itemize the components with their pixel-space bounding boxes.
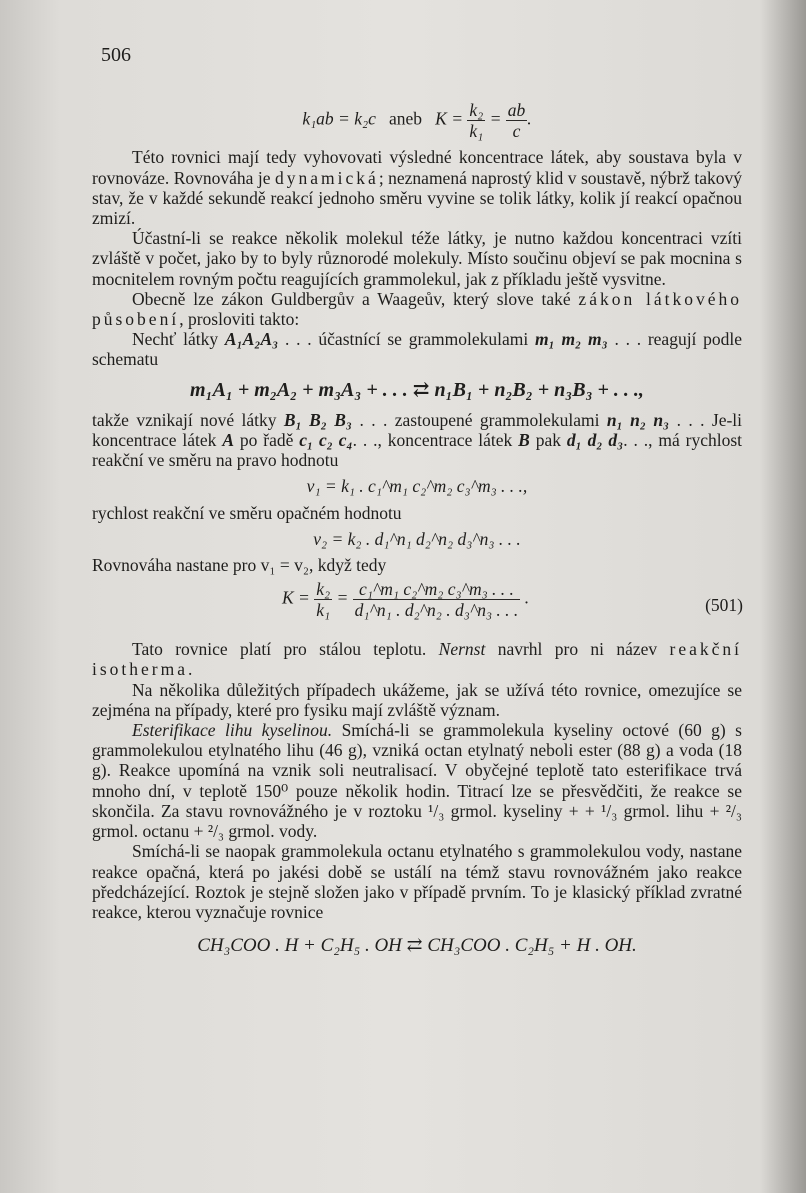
equation-equilibrium-constant: k₁ab = k₂c aneb K = $\frac{\text{k₂}}{\text{k₁}}$ = $\frac{ab}{c}$ . <box>302 100 532 142</box>
paragraph-mass-action-law: Obecně lze zákon Guldbergův a Waageův, který slove také zákon látkového působení, prosloviti takto: <box>92 288 743 330</box>
equation-reaction-schema: m₁A₁ + m₂A₂ + m₃A₃ + . . . ⇄ n₁B₁ + n₂B₂ + n₃B₃ + . . ., <box>190 378 644 401</box>
paragraph-reactants: Nechť látky A₁A₂A₃ . . . účastnící se grammolekulami m₁ m₂ m₃ . . . reagují podle schematu <box>92 329 743 370</box>
paragraph-isotherm: Tato rovnice platí pro stálou teplotu. Nernst navrhl pro ni název reakční isotherma. <box>92 639 743 680</box>
equation-number: (501) <box>705 595 743 616</box>
equation-reverse-rate: v₂ = k₂ . d₁^n₁ d₂^n₂ d₃^n₃ . . . <box>313 528 521 549</box>
equation-esterification: CH₃COO . H + C₂H₅ . OH ⇄ CH₃COO . C₂H₅ + H . OH. <box>197 935 637 957</box>
page-number: 506 <box>101 44 131 66</box>
equation-forward-rate: v₁ = k₁ . c₁^m₁ c₂^m₂ c₃^m₃ . . ., <box>306 476 528 497</box>
page-body <box>92 100 742 956</box>
paragraph-equilibrium-condition: Rovnováha nastane pro v₁ = v₂, když tedy <box>92 555 387 576</box>
paragraph-examples: Na několika důležitých případech ukážeme, jak se užívá této rovnice, omezujíce se zejména na případy, které pro fysiku mají zvláště význam. <box>92 679 742 720</box>
paragraph-equilibrium: Této rovnici mají tedy vyhovovati výsledné koncentrace látek, aby soustava byla v rovnováze. Rovnováha je dynamická; neznamená naprostý klid v soustavě, nýbrž takový stav, že v každé sekundě reakcí jednoho směru vyvine se tolik látky, kolik jí reakcí opačnou zmizí. <box>92 147 743 229</box>
equation-501: K = $\frac{\text{k₂}}{\text{k₁}}$ = $\frac{\text{c₁\textasciicircum{}m₁ c₂\textasciicircum{}m₂ c₃\textasciicircum{}m₃ . . .}}{\text{d₁\textasciicircum{}n₁ . d₂\textasciicircum{}n₂ . d₃\textasciicircum{}n₃ . . .}}$ . (501) <box>282 579 743 621</box>
paragraph-esterification: Esterifikace lihu kyselinou. Smíchá-li se grammolekula kyseliny octové (60 g) s grammolekulou etylnatého lihu (46 g), vzniká octan etylnatý neboli ester (88 g) a voda (18 g). Reakce upomíná na vznik soli neutralisací. V obyčejné teplotě tato esterifikace trvá mnoho dní, v teplotě 150⁰ pouze několik hodin. Titrací lze se přesvědčiti, že reakce se skončila. Za stavu rovnovážného je v roztoku ¹/₃ grmol. kyseliny + + ¹/₃ grmol. lihu + ²/₃ grmol. octanu + ²/₃ grmol. vody. <box>92 720 742 842</box>
paragraph-reverse-rate: rychlost reakční ve směru opačném hodnotu <box>92 502 402 523</box>
paragraph-products: takže vznikají nové látky B₁ B₂ B₃ . . . zastoupené grammolekulami n₁ n₂ n₃ . . . Je-li koncentrace látek A po řadě c₁ c₂ c₄. . ., koncentrace látek B pak d₁ d₂ d₃. . ., má rychlost reakční ve směru na pravo hodnotu <box>92 409 743 471</box>
paragraph-multiple-molecules: Účastní-li se reakce několik molekul téže látky, je nutno každou koncentraci vzíti zvláště v počet, jako by to byly různorodé molekuly. Místo součinu objeví se pak mocnina s mocnitelem rovným počtu reagujících grammolekul, jak z příkladu ještě vysvitne. <box>92 228 742 289</box>
section-title: Esterifikace lihu kyselinou. <box>132 720 333 741</box>
paragraph-reverse-reaction: Smíchá-li se naopak grammolekula octanu etylnatého s grammolekulou vody, nastane reakce opačná, která po jakési době se ustálí na témž stavu rovnovážném jako reakce předcházející. Roztok je stejně složen jako v případě prvním. To je klasický příklad zvratné reakce, kterou vyznačuje rovnice <box>92 841 742 922</box>
